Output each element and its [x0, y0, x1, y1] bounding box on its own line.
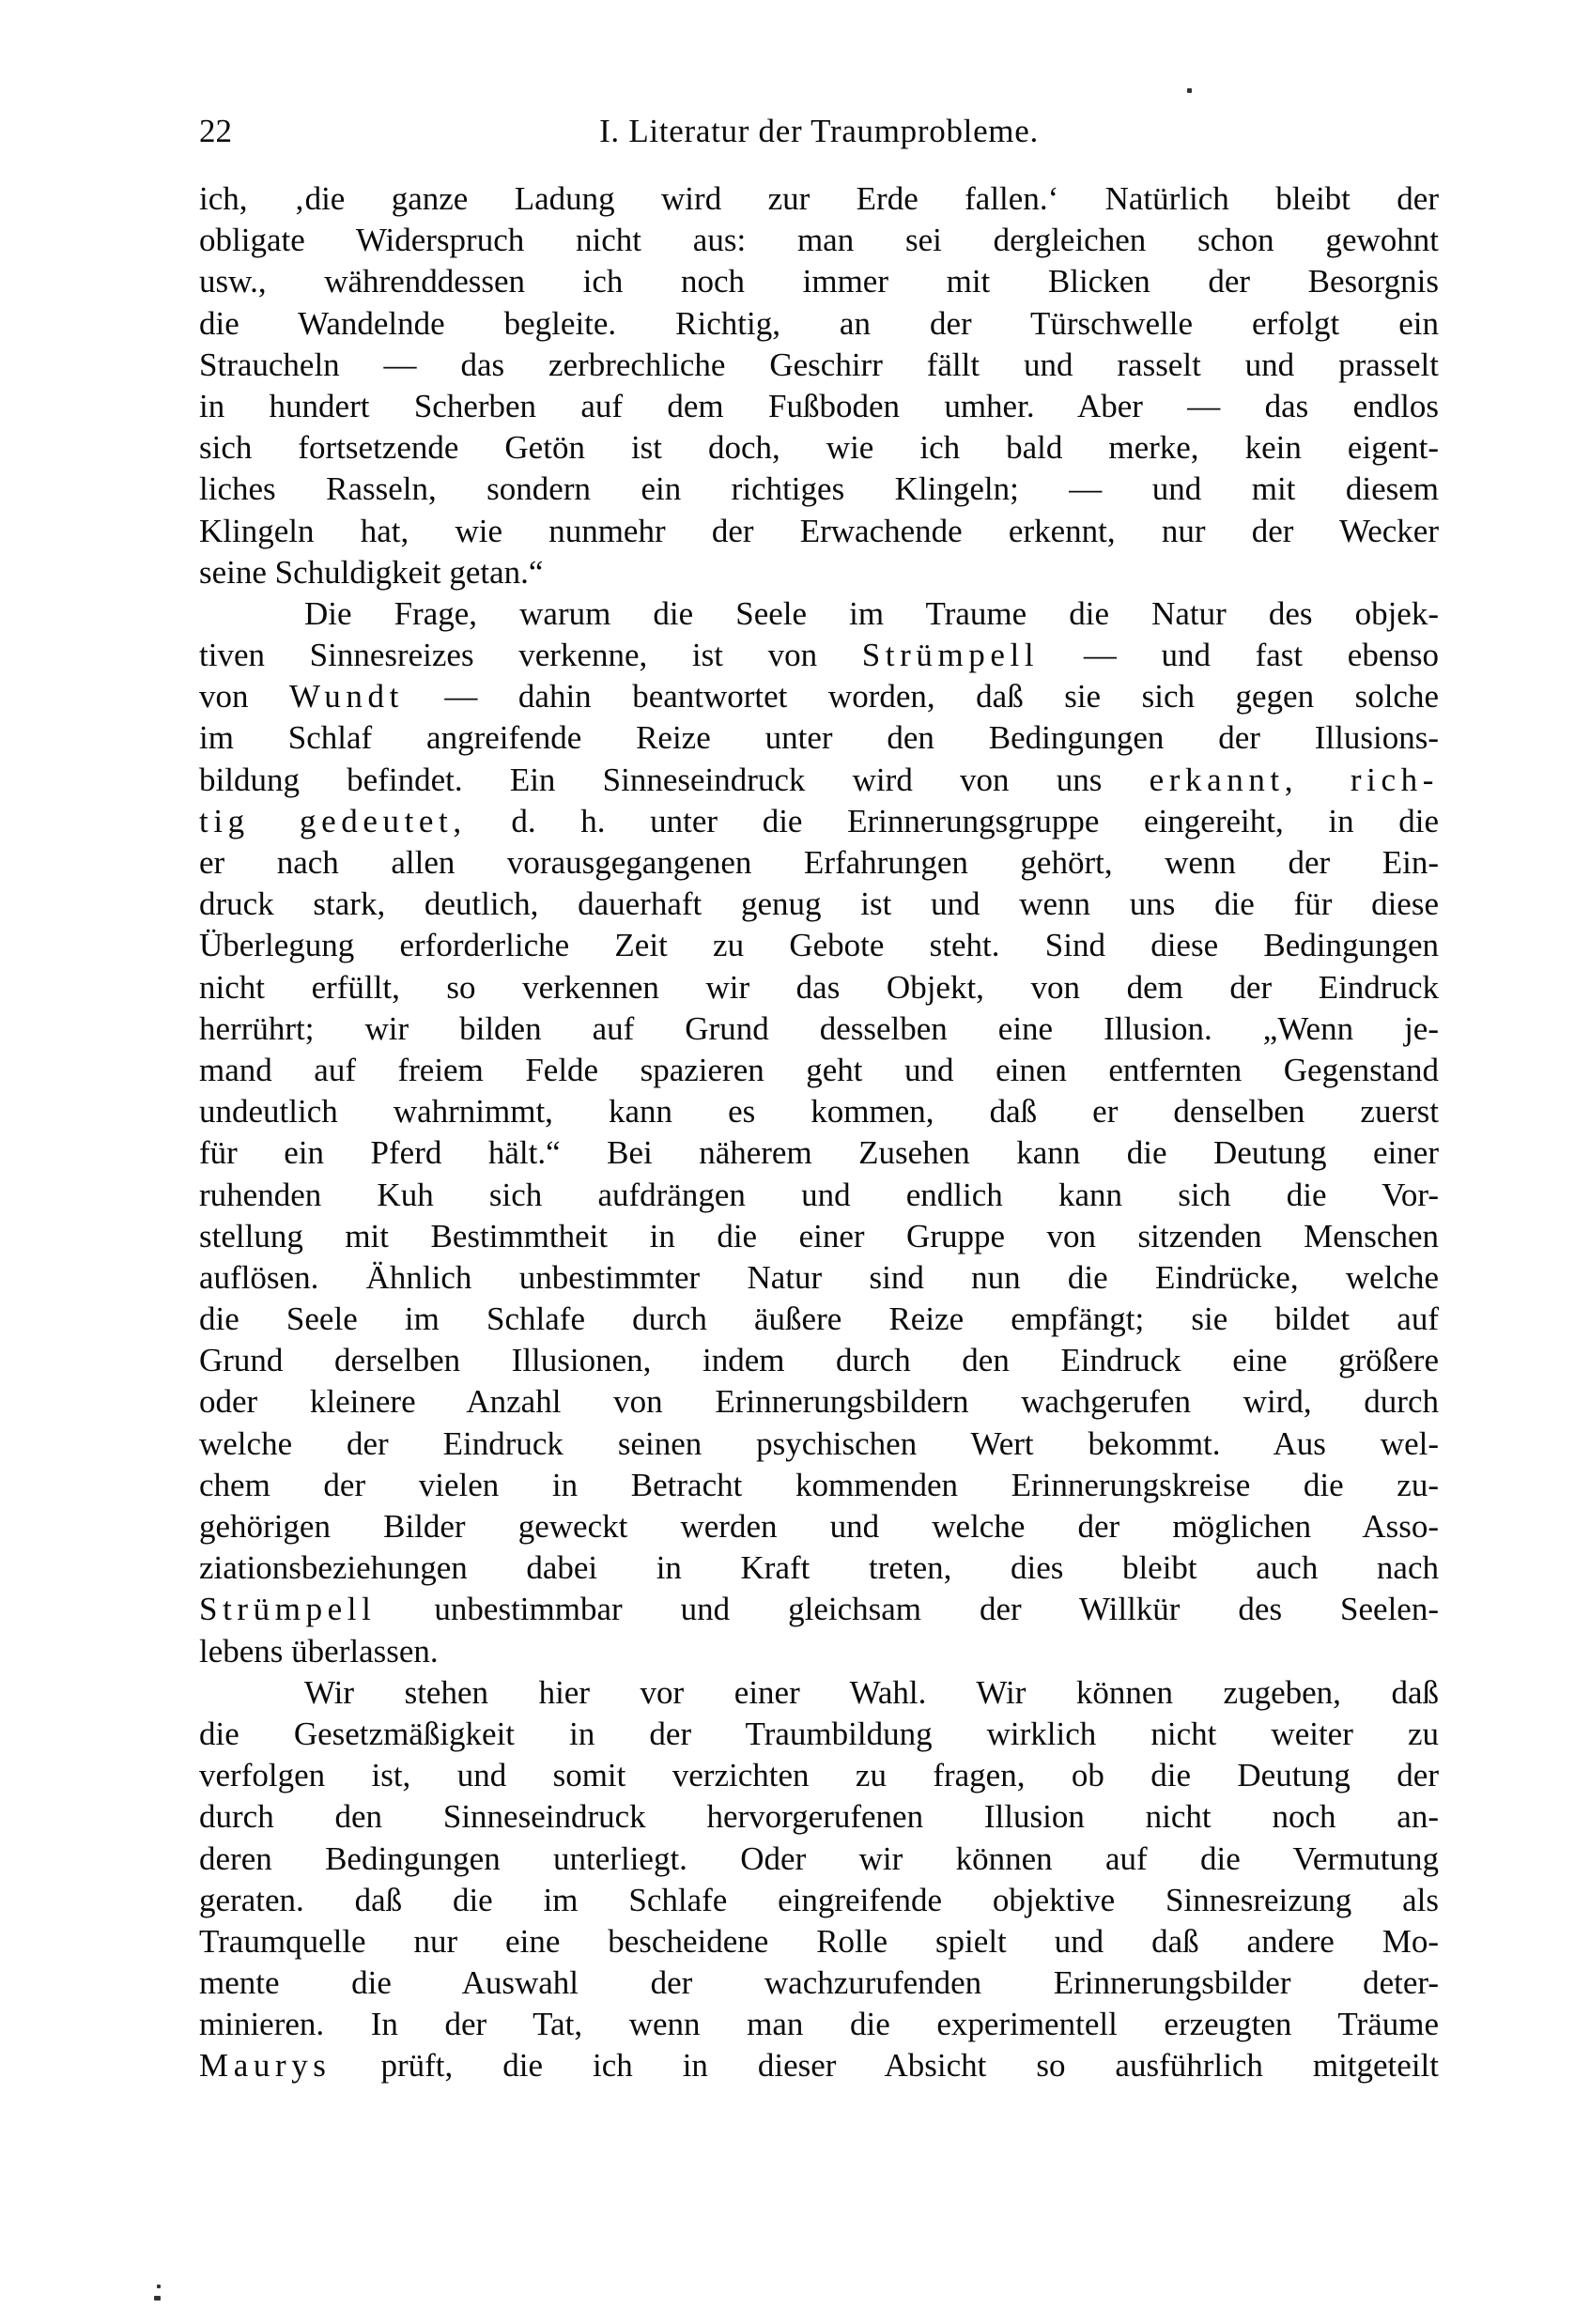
- text-line: [199, 345, 1439, 386]
- text-segment: chem der vielen in Betracht kommenden Erinnerungskreise die zu-: [199, 1466, 1439, 1503]
- text-segment: nicht erfüllt, so verkennen wir das Objekt, von dem der Eindruck: [199, 968, 1439, 1006]
- letterspaced-emphasis: erkannt, rich-: [1149, 761, 1439, 798]
- text-line: [199, 1589, 1439, 1630]
- text-line: [199, 1091, 1439, 1132]
- letterspaced-emphasis: Maurys: [199, 2047, 332, 2085]
- text-segment: d. h. unter die Erinnerungsgruppe eingereiht, in die: [466, 802, 1439, 839]
- text-line: [199, 760, 1439, 801]
- text-line: [199, 1921, 1439, 1962]
- text-segment: — dahin beantwortet worden, daß sie sich gegen solche: [403, 678, 1440, 716]
- page-number: 22: [199, 113, 232, 149]
- text-segment: welche der Eindruck seinen psychischen Wert bekommt. Aus wel-: [199, 1424, 1439, 1462]
- text-line: [199, 1465, 1439, 1506]
- text-segment: Grund derselben Illusionen, indem durch den Eindruck eine größere: [199, 1342, 1439, 1379]
- text-line: [199, 220, 1439, 261]
- text-segment: in hundert Scherben auf dem Fußboden umher. Aber — das endlos: [199, 387, 1439, 424]
- text-line: [199, 1672, 1439, 1714]
- text-segment: mente die Auswahl der wachzurufenden Erinnerungsbilder deter-: [199, 1964, 1439, 2002]
- text-line: [199, 1796, 1439, 1838]
- text-line: [199, 1216, 1439, 1257]
- text-segment: im Schlaf angreifende Reize unter den Bedingungen der Illusions-: [199, 719, 1439, 757]
- text-segment: mand auf freiem Felde spazieren geht und einen entfernten Gegenstand: [199, 1051, 1439, 1088]
- text-segment: Klingeln hat, wie nunmehr der Erwachende erkennt, nur der Wecker: [199, 512, 1439, 549]
- text-line: [199, 469, 1439, 510]
- text-segment: tiven Sinnesreizes verkenne, ist von: [199, 637, 862, 674]
- text-segment: prüft, die ich in dieser Absicht so ausführlich mitgeteilt: [331, 2047, 1439, 2085]
- text-segment: von: [199, 678, 290, 716]
- letterspaced-emphasis: tig gedeutet,: [199, 802, 467, 839]
- text-line: [199, 1050, 1439, 1091]
- text-line: [199, 552, 1439, 593]
- text-line: [199, 1962, 1439, 2004]
- text-segment: obligate Widerspruch nicht aus: man sei dergleichen schon gewohnt: [199, 222, 1439, 259]
- running-title: I. Literatur der Traumprobleme.: [599, 113, 1039, 149]
- text-line: [199, 2045, 1439, 2086]
- text-line: [199, 1381, 1439, 1423]
- text-segment: usw., währenddessen ich noch immer mit Blicken der Besorgnis: [199, 263, 1439, 300]
- text-line: [199, 511, 1439, 552]
- text-segment: ruhenden Kuh sich aufdrängen und endlich kann sich die Vor-: [199, 1176, 1439, 1213]
- letterspaced-emphasis: Strümpell: [199, 1591, 377, 1628]
- text-line: [199, 1008, 1439, 1050]
- text-line: [199, 593, 1439, 635]
- text-segment: deren Bedingungen unterliegt. Oder wir können auf die Vermutung: [199, 1839, 1439, 1877]
- text-segment: die Gesetzmäßigkeit in der Traumbildung wirklich nicht weiter zu: [199, 1715, 1439, 1752]
- text-segment: bildung befindet. Ein Sinneseindruck wird von uns: [199, 761, 1150, 798]
- text-line: [199, 925, 1439, 966]
- text-segment: gehörigen Bilder geweckt werden und welche der möglichen Asso-: [199, 1508, 1439, 1545]
- text-segment: seine Schuldigkeit getan.“: [199, 553, 544, 591]
- text-segment: Straucheln — das zerbrechliche Geschirr fällt und rasselt und prasselt: [199, 346, 1439, 383]
- text-line: [199, 676, 1439, 717]
- text-line: [199, 1257, 1439, 1299]
- text-segment: ich, ‚die ganze Ladung wird zur Erde fallen.‘ Natürlich bleibt der: [199, 180, 1439, 217]
- body-text: [199, 178, 1439, 2087]
- text-line: [199, 1839, 1439, 1880]
- text-segment: ziationsbeziehungen dabei in Kraft treten, dies bleibt auch nach: [199, 1549, 1439, 1587]
- text-line: [199, 1755, 1439, 1796]
- text-line: [199, 1175, 1439, 1216]
- text-line: [199, 1340, 1439, 1381]
- text-segment: er nach allen vorausgegangenen Erfahrungen gehört, wenn der Ein-: [199, 844, 1439, 881]
- text-line: [199, 884, 1439, 925]
- text-segment: Die Frage, warum die Seele im Traume die Natur des objek-: [304, 594, 1439, 632]
- text-segment: verfolgen ist, und somit verzichten zu fragen, ob die Deutung der: [199, 1757, 1439, 1794]
- text-segment: Überlegung erforderliche Zeit zu Gebote steht. Sind diese Bedingungen: [199, 927, 1439, 964]
- text-line: [199, 1424, 1439, 1465]
- ink-speck: [154, 2296, 161, 2301]
- text-segment: durch den Sinneseindruck hervorgerufenen Illusion nicht noch an-: [199, 1798, 1439, 1836]
- text-line: [199, 842, 1439, 884]
- text-segment: lebens überlassen.: [199, 1632, 439, 1670]
- text-line: [199, 386, 1439, 427]
- text-segment: Traumquelle nur eine bescheidene Rolle spielt und daß andere Mo-: [199, 1922, 1439, 1960]
- text-line: [199, 967, 1439, 1008]
- letterspaced-emphasis: Wundt: [289, 678, 404, 716]
- text-line: [199, 1547, 1439, 1589]
- text-segment: geraten. daß die im Schlafe eingreifende objektive Sinnesreizung als: [199, 1881, 1439, 1918]
- text-segment: für ein Pferd hält.“ Bei näherem Zusehen kann die Deutung einer: [199, 1134, 1439, 1172]
- text-line: [199, 801, 1439, 842]
- text-segment: herrührt; wir bilden auf Grund desselben eine Illusion. „Wenn je-: [199, 1009, 1439, 1047]
- text-segment: stellung mit Bestimmtheit in die einer Gruppe von sitzenden Menschen: [199, 1217, 1439, 1254]
- text-line: [199, 1299, 1439, 1340]
- text-line: [199, 717, 1439, 759]
- ink-speck: [1187, 88, 1192, 93]
- text-line: [199, 1714, 1439, 1755]
- text-line: [199, 178, 1439, 220]
- page-header: [199, 111, 1439, 154]
- text-line: [199, 635, 1439, 676]
- text-segment: auflösen. Ähnlich unbestimmter Natur sind nun die Eindrücke, welche: [199, 1258, 1439, 1296]
- text-segment: minieren. In der Tat, wenn man die experimentell erzeugten Träume: [199, 2006, 1439, 2043]
- text-segment: unbestimmbar und gleichsam der Willkür des Seelen-: [376, 1591, 1439, 1628]
- text-line: [199, 1132, 1439, 1174]
- text-segment: undeutlich wahrnimmt, kann es kommen, daß er denselben zuerst: [199, 1093, 1439, 1131]
- text-line: [199, 2004, 1439, 2045]
- text-line: [199, 261, 1439, 302]
- text-line: [199, 1631, 1439, 1672]
- text-segment: — und fast ebenso: [1039, 637, 1439, 674]
- text-segment: sich fortsetzende Getön ist doch, wie ich bald merke, kein eigent-: [199, 429, 1439, 467]
- ink-speck: [157, 2285, 161, 2288]
- text-line: [199, 1880, 1439, 1921]
- text-segment: druck stark, deutlich, dauerhaft genug ist und wenn uns die für diese: [199, 885, 1439, 923]
- text-line: [199, 303, 1439, 345]
- text-line: [199, 427, 1439, 469]
- letterspaced-emphasis: Strümpell: [861, 637, 1040, 674]
- text-segment: Wir stehen hier vor einer Wahl. Wir können zugeben, daß: [304, 1673, 1439, 1711]
- text-segment: die Seele im Schlafe durch äußere Reize empfängt; sie bildet auf: [199, 1301, 1439, 1338]
- text-segment: oder kleinere Anzahl von Erinnerungsbildern wachgerufen wird, durch: [199, 1383, 1439, 1421]
- text-line: [199, 1506, 1439, 1547]
- text-segment: die Wandelnde begleite. Richtig, an der Türschwelle erfolgt ein: [199, 304, 1439, 342]
- text-segment: liches Rasseln, sondern ein richtiges Klingeln; — und mit diesem: [199, 470, 1439, 508]
